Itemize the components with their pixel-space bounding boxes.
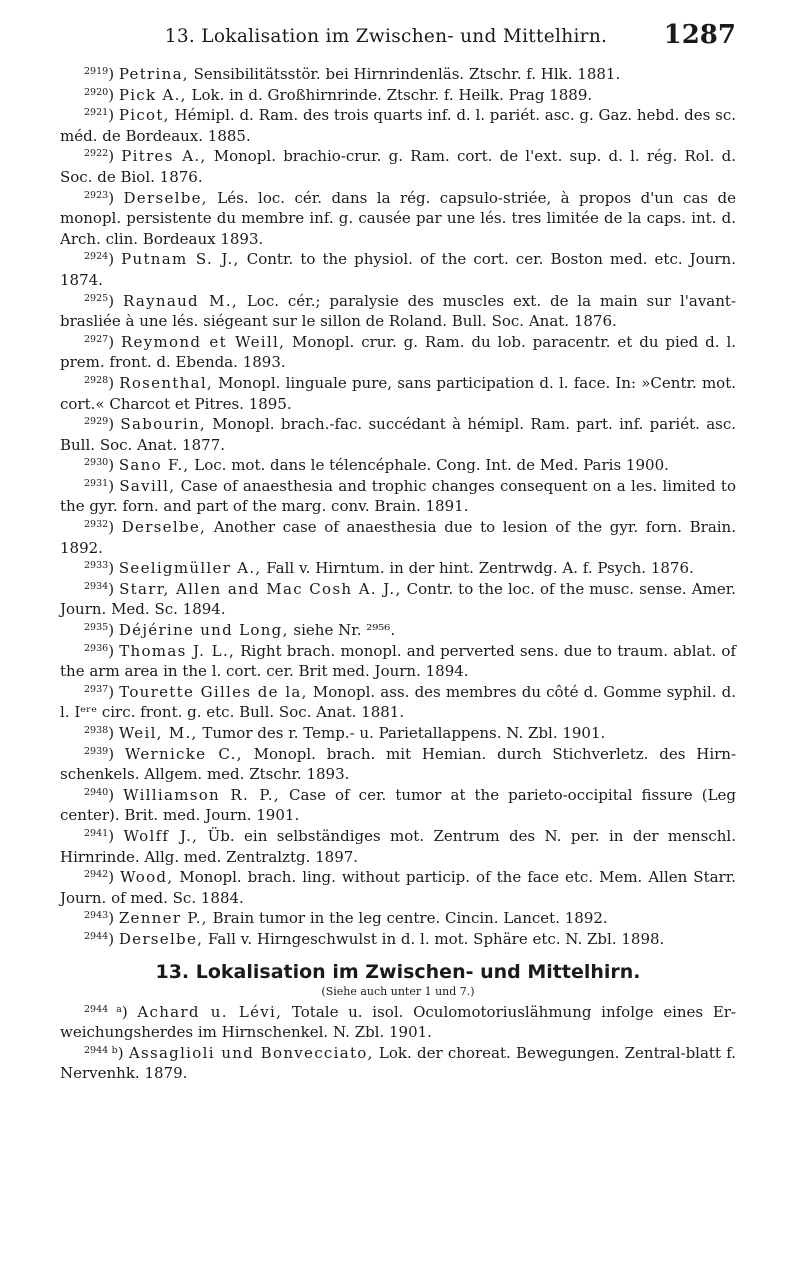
reference-text: Contr. to the physiol. of the cort. cer. Boston med. etc. Journ. 1874.	[60, 250, 736, 289]
number-paren: )	[108, 724, 119, 742]
reference-text: Monopl. linguale pure, sans participation d. l. face. In: »Centr. mot. cort.« Charcot et Pitres. 1895.	[60, 373, 736, 413]
reference-author: Savill,	[119, 476, 176, 495]
footnote-number: 2928	[84, 374, 109, 386]
number-paren: )	[108, 682, 120, 701]
reference-text: Loc. cér.; paralysie des muscles ext. de la main sur l'avant-brasliée à une lés. siégeant sur le sillon de Roland. Bull. Soc. Anat. 1876.	[60, 291, 736, 331]
reference-text: Right brach. monopl. and perverted sens. due to traum. ablat. of the arm area in the l. cort. cer. Brit med. Journ. 1894.	[60, 641, 736, 681]
reference-entry	[60, 785, 736, 826]
reference-text: Brain tumor in the leg centre. Cincin. Lancet. 1892.	[207, 909, 608, 928]
reference-author: Derselbe,	[123, 188, 208, 207]
reference-author: Rosenthal,	[119, 373, 213, 392]
number-paren: )	[108, 373, 120, 392]
reference-text: Case of cer. tumor at the parieto-occipital fissure (Leg center). Brit. med. Journ. 1901.	[60, 785, 737, 825]
number-paren: )	[108, 579, 120, 598]
footnote-number: 2937	[84, 683, 109, 695]
footnote-number: 2925	[84, 292, 109, 304]
footnote-number: 2944	[84, 930, 109, 942]
reference-author: Zenner P.,	[118, 909, 208, 928]
number-paren: )	[108, 909, 119, 928]
reference-author: Seeligmüller A.,	[118, 559, 262, 578]
reference-author: Déjérine und Long,	[118, 621, 289, 640]
reference-text: Sensibilitätsstör. bei Hirnrindenläs. Ztschr. f. Hlk. 1881.	[188, 65, 621, 83]
footnote-number: 2922	[84, 148, 109, 160]
reference-text: Another case of anaesthesia due to lesion of the gyr. forn. Brain. 1892.	[60, 518, 736, 557]
reference-text: Fall v. Hirngeschwulst in d. l. mot. Sphäre etc. N. Zbl. 1898.	[203, 929, 665, 948]
reference-entry	[60, 1043, 736, 1084]
reference-text: Monopl. brach. mit Hemian. durch Stichverletz. des Hirn-schenkels. Allgem. med. Ztschr. 1893.	[60, 744, 737, 784]
footnote-number: 2920	[84, 86, 109, 98]
number-paren: )	[108, 744, 125, 763]
footnote-number: 2930	[84, 457, 109, 469]
number-paren: )	[108, 476, 120, 495]
reference-author: Derselbe,	[121, 518, 207, 537]
footnote-number: 2932	[84, 519, 109, 531]
reference-author: Wernicke C.,	[124, 744, 243, 763]
footnote-number: 2931	[84, 477, 109, 489]
number-paren: )	[117, 1043, 129, 1062]
running-header	[96, 18, 736, 58]
footnote-number: 2939	[84, 745, 109, 757]
reference-author: Starr, Allen and Mac Cosh A. J.,	[119, 579, 402, 598]
number-paren: )	[108, 147, 122, 166]
running-title: 13. Lokalisation im Zwischen- und Mittelhirn.	[164, 26, 608, 47]
reference-text: Üb. ein selbständiges mot. Zentrum des N. per. in der menschl. Hirnrinde. Allg. med. Zentralztg. 1897.	[60, 826, 736, 866]
reference-entry	[60, 476, 736, 517]
reference-text: Lok. in d. Großhirnrinde. Ztschr. f. Heilk. Prag 1889.	[186, 85, 593, 104]
reference-text: Lés. loc. cér. dans la rég. capsulo-striée, à propos d'un cas de monopl. persistente du membre inf. g. causée par une lés. tres limitée de la caps. int. d. Arch. clin. Bordeaux 1893.	[60, 188, 736, 248]
reference-text: Loc. mot. dans le télencéphale. Cong. Int. de Med. Paris 1900.	[189, 456, 669, 475]
reference-entry	[60, 1002, 736, 1043]
reference-author: Thomas J. L.,	[119, 641, 236, 660]
reference-author: Wolff J.,	[123, 826, 199, 845]
reference-author: Tourette Gilles de la,	[119, 682, 308, 701]
reference-author: Reymond et Weill,	[120, 332, 286, 351]
reference-entry	[60, 64, 736, 85]
reference-text: Monopl. crur. g. Ram. du lob. paracentr. et du pied d. l. prem. front. d. Ebenda. 1893.	[60, 332, 737, 372]
number-paren: )	[121, 1002, 138, 1021]
reference-author: Pitres A.,	[121, 147, 207, 166]
reference-entry	[60, 929, 736, 950]
number-paren: )	[108, 559, 119, 578]
footnote-number: 2944 a	[84, 1003, 122, 1015]
reference-text: Lok. der choreat. Bewegungen. Zentral-blatt f. Nervenhk. 1879.	[60, 1043, 736, 1083]
reference-author: Sano F.,	[118, 456, 190, 475]
reference-text: Monopl. brachio-crur. g. Ram. cort. de l'ext. sup. d. l. rég. Rol. d. Soc. de Biol. 1876.	[60, 147, 736, 186]
reference-entry	[60, 373, 736, 414]
footnote-number: 2923	[84, 189, 109, 201]
reference-entry	[60, 85, 736, 106]
reference-author: Raynaud M.,	[122, 291, 238, 310]
footnote-number: 2942	[84, 869, 109, 881]
reference-text: Monopl. brach. ling. without particip. of the face etc. Mem. Allen Starr. Journ. of med. Sc. 1884.	[60, 868, 737, 907]
number-paren: )	[108, 188, 124, 207]
reference-text: Totale u. isol. Oculomotoriuslähmung infolge eines Er-weichungsherdes im Hirnschenkel. N. Zbl. 1901.	[60, 1002, 737, 1042]
reference-entry	[60, 620, 736, 641]
footnote-number: 2940	[84, 786, 109, 798]
reference-entry	[60, 455, 736, 476]
reference-entry	[60, 414, 736, 455]
section-cross-reference: (Siehe auch unter 1 und 7.)	[321, 984, 475, 998]
number-paren: )	[108, 332, 121, 351]
reference-author: Williamson R. P.,	[123, 785, 280, 804]
reference-entry	[60, 146, 736, 187]
reference-text: Hémipl. d. Ram. des trois quarts inf. d. l. pariét. asc. g. Gaz. hebd. des sc. méd. de Bordeaux. 1885.	[60, 106, 737, 145]
number-paren: )	[108, 785, 124, 804]
footnote-number: 2944 b	[84, 1044, 118, 1056]
reference-text: Tumor des r. Temp.- u. Parietallappens. N. Zbl. 1901.	[197, 724, 606, 742]
reference-author: Picot,	[118, 106, 170, 125]
footnote-number: 2933	[84, 560, 109, 572]
reference-entry	[60, 744, 736, 785]
reference-text: Fall v. Hirntum. in der hint. Zentrwdg. A. f. Psych. 1876.	[261, 559, 694, 578]
number-paren: )	[108, 518, 122, 537]
number-paren: )	[108, 415, 121, 434]
footnote-number: 2921	[84, 107, 109, 119]
reference-author: Pick A.,	[118, 85, 187, 104]
number-paren: )	[108, 929, 119, 948]
reference-text: Case of anaesthesia and trophic changes consequent on a les. limited to the gyr. forn. and part of the marg. conv. Brain. 1891.	[60, 476, 736, 516]
reference-author: Achard u. Lévi,	[137, 1002, 283, 1021]
reference-entry	[60, 332, 736, 373]
reference-author: Petrina,	[118, 65, 189, 83]
footnote-number: 2919	[84, 66, 109, 77]
footnote-number: 2924	[84, 251, 109, 263]
reference-entry	[60, 105, 736, 146]
number-paren: )	[108, 826, 124, 845]
number-paren: )	[108, 641, 120, 660]
reference-entry	[60, 723, 736, 744]
page-number: 1287	[663, 20, 736, 50]
number-paren: )	[108, 85, 119, 104]
footnote-number: 2927	[84, 333, 109, 345]
number-paren: )	[108, 250, 122, 269]
bibliography-body	[60, 64, 736, 1084]
reference-entry	[60, 188, 736, 250]
number-paren: )	[108, 65, 119, 83]
footnote-number: 2929	[84, 416, 109, 428]
reference-entry	[60, 641, 736, 682]
reference-text: Monopl. brach.-fac. succédant à hémipl. Ram. part. inf. pariét. asc. Bull. Soc. Anat. 1877.	[60, 415, 737, 454]
reference-author: Wood,	[120, 868, 174, 887]
reference-author: Weil, M.,	[118, 724, 198, 742]
number-paren: )	[108, 868, 121, 887]
section-reference-list	[60, 1002, 736, 1084]
reference-entry	[60, 867, 736, 908]
reference-entry	[60, 826, 736, 867]
reference-entry	[60, 291, 736, 332]
reference-author: Sabourin,	[120, 415, 206, 434]
reference-text: siehe Nr. ²⁹⁵⁶.	[288, 621, 396, 640]
number-paren: )	[108, 106, 119, 125]
reference-entry	[60, 579, 736, 620]
reference-entry	[60, 249, 736, 290]
footnote-number: 2941	[84, 827, 109, 839]
footnote-number: 2943	[84, 910, 109, 922]
number-paren: )	[108, 621, 119, 640]
number-paren: )	[108, 456, 119, 475]
number-paren: )	[108, 291, 123, 310]
footnote-number: 2935	[84, 622, 109, 634]
section-heading: 13. Lokalisation im Zwischen- und Mittelhirn.	[155, 960, 641, 983]
reference-entry	[60, 682, 736, 723]
reference-text: Monopl. ass. des membres du côté d. Gomme syphil. d. l. Iᵉʳᵉ circ. front. g. etc. Bull. Soc. Anat. 1881.	[60, 682, 736, 722]
reference-text: Contr. to the loc. of the musc. sense. Amer. Journ. Med. Sc. 1894.	[60, 579, 736, 619]
reference-entry	[60, 908, 736, 929]
footnote-number: 2938	[84, 725, 109, 736]
reference-list	[60, 64, 736, 950]
footnote-number: 2934	[84, 580, 109, 592]
reference-entry	[60, 558, 736, 579]
reference-author: Assaglioli und Bonvecciato,	[128, 1043, 374, 1062]
reference-author: Putnam S. J.,	[121, 250, 240, 269]
reference-entry	[60, 517, 736, 558]
footnote-number: 2936	[84, 642, 109, 654]
reference-author: Derselbe,	[118, 929, 204, 948]
